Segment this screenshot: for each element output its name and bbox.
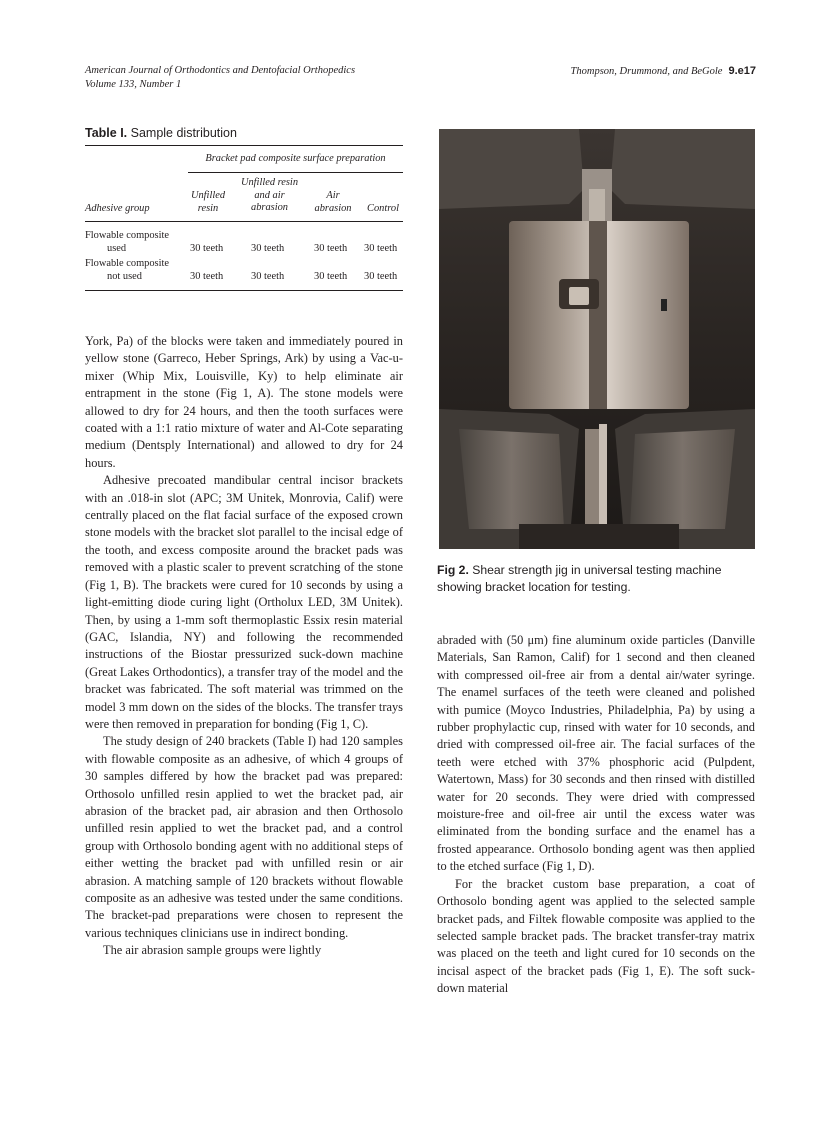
- figure-2-caption: [437, 562, 757, 595]
- table-rule-top: [85, 145, 403, 146]
- paragraph: The air abrasion sample groups were lightly: [103, 943, 322, 958]
- col-header-4: Control: [367, 203, 399, 214]
- journal-name: American Journal of Orthodontics and Dentofacial Orthopedics: [85, 65, 356, 76]
- body-left-column: [85, 333, 403, 960]
- table-cell: 30 teeth: [364, 243, 398, 254]
- journal-volume: Volume 133, Number 1: [85, 79, 182, 90]
- row-header: Adhesive group: [85, 203, 150, 214]
- table-label: Table I.: [85, 126, 128, 140]
- page-number: 9.e17: [728, 65, 756, 77]
- running-header-right: [571, 64, 756, 79]
- table-row-label: Flowable composite not used: [85, 258, 169, 282]
- table-title: [85, 126, 237, 140]
- col-header-3: Air abrasion: [314, 190, 352, 214]
- table-cell: 30 teeth: [251, 243, 285, 254]
- table-row-label: Flowable composite used: [85, 230, 169, 254]
- table-cell: 30 teeth: [190, 243, 224, 254]
- figure-2-photo: [439, 129, 755, 549]
- table-cell: 30 teeth: [190, 271, 224, 282]
- col-header-1: Unfilled resin: [190, 190, 226, 214]
- figure-label: Fig 2.: [437, 563, 469, 577]
- table-cell: 30 teeth: [314, 271, 348, 282]
- figure-caption-text: Shear strength jig in universal testing machine showing bracket location for testing.: [437, 563, 722, 594]
- table-rule-mid: [85, 221, 403, 222]
- table-rule-span: [188, 172, 403, 173]
- table-caption: Sample distribution: [130, 126, 237, 140]
- testing-jig-illustration: [439, 129, 755, 549]
- paragraph: abraded with (50 μm) fine aluminum oxide particles (Danville Materials, San Ramon, Calif) for 1 second and then cleaned with compressed oil-free air from a dental air/water syringe. The enamel surfaces of the teeth were cleaned and polished with pumice (Moyco Industries, Philadelphia, Pa) by using a rubber prophylactic cup, rinsed with water for 10 seconds, and dried with compressed oil-free air. The facial surfaces of the teeth were etched with 37% phosphoric acid (Pulpdent, Watertown, Mass) for 30 seconds and then rinsed with distilled water for 20 seconds. They were dried with compressed moisture-free and oil-free air until the excess water was eliminated from the bonding surface and the enamel has a frosted appearance. Orthosolo bonding agent was then applied to the etched surface (Fig 1, D).: [437, 633, 755, 874]
- table-rule-bottom: [85, 290, 403, 291]
- running-header-left: [85, 64, 355, 92]
- table-cell: 30 teeth: [251, 271, 285, 282]
- paragraph: Adhesive precoated mandibular central incisor brackets with an .018-in slot (APC; 3M Unitek, Monrovia, Calif) were centrally placed on the flat facial surface of the exposed crown stone models with the bracket slot parallel to the incisal edge of the tooth, and excess composite around the bracket pads was removed with a plastic scaler to prevent scratching of the stone (Fig 1, B). The brackets were cured for 10 seconds by using a light-emitting diode curing light (Ortholux LED, 3M Unitek). Then, by using a 1-mm soft thermoplastic Essix resin material (GAC, Islandia, NY) and following the recommended instructions of the Biostar pressurized suck-down machine (Great Lakes Orthodontics), a transfer tray of the model and the bracket was fabricated. The soft material was trimmed on the model 3 mm down on the sides of the blocks. The transfer trays were then removed in preparation for bonding (Fig 1, C).: [85, 473, 403, 731]
- table-cell: 30 teeth: [364, 271, 398, 282]
- paragraph: York, Pa) of the blocks were taken and immediately poured in yellow stone (Garreco, Heber Springs, Ark) by using a Vac-u-mixer (Whip Mix, Louisville, Ky) to help eliminate air entrapment in the stone (Fig 1, A). The stone models were allowed to dry for 24 hours, and then the tooth surfaces were coated with a 1:1 ratio mixture of water and Al-Cote separating medium (Dentsply International) and allowed to dry for 24 hours.: [85, 334, 403, 470]
- table-span-header: Bracket pad composite surface preparation: [205, 153, 386, 164]
- author-names: Thompson, Drummond, and BeGole: [570, 66, 723, 77]
- paragraph: For the bracket custom base preparation, a coat of Orthosolo bonding agent was applied to the selected sample bracket pads, and Filtek flowable composite was applied to the selected sample bracket pads. The bracket transfer-tray matrix was placed on the teeth and light cured for 10 seconds on the incisal aspect of the bracket pads (Fig 1, E). The soft suck-down material: [437, 876, 755, 996]
- paragraph: The study design of 240 brackets (Table I) had 120 samples with flowable composite as an adhesive, of which 4 groups of 30 samples differed by how the bracket pad was prepared: Orthosolo unfilled resin applied to wet the bracket pad, air abrasion of the bracket pad, air abrasion and then Orthosolo unfilled resin applied to wet the bracket pad, and a control group with Orthosolo bonding agent with no additional steps of either wetting the bracket pad with unfilled resin or air abrasion. A matching sample of 120 brackets without flowable composite as an adhesive was tested under the same conditions. The bracket-pad preparations were chosen to represent the various techniques clinicians use in indirect bonding.: [85, 734, 403, 940]
- body-right-column: [437, 632, 755, 998]
- col-header-2: Unfilled resin and air abrasion: [240, 177, 299, 214]
- table-cell: 30 teeth: [314, 243, 348, 254]
